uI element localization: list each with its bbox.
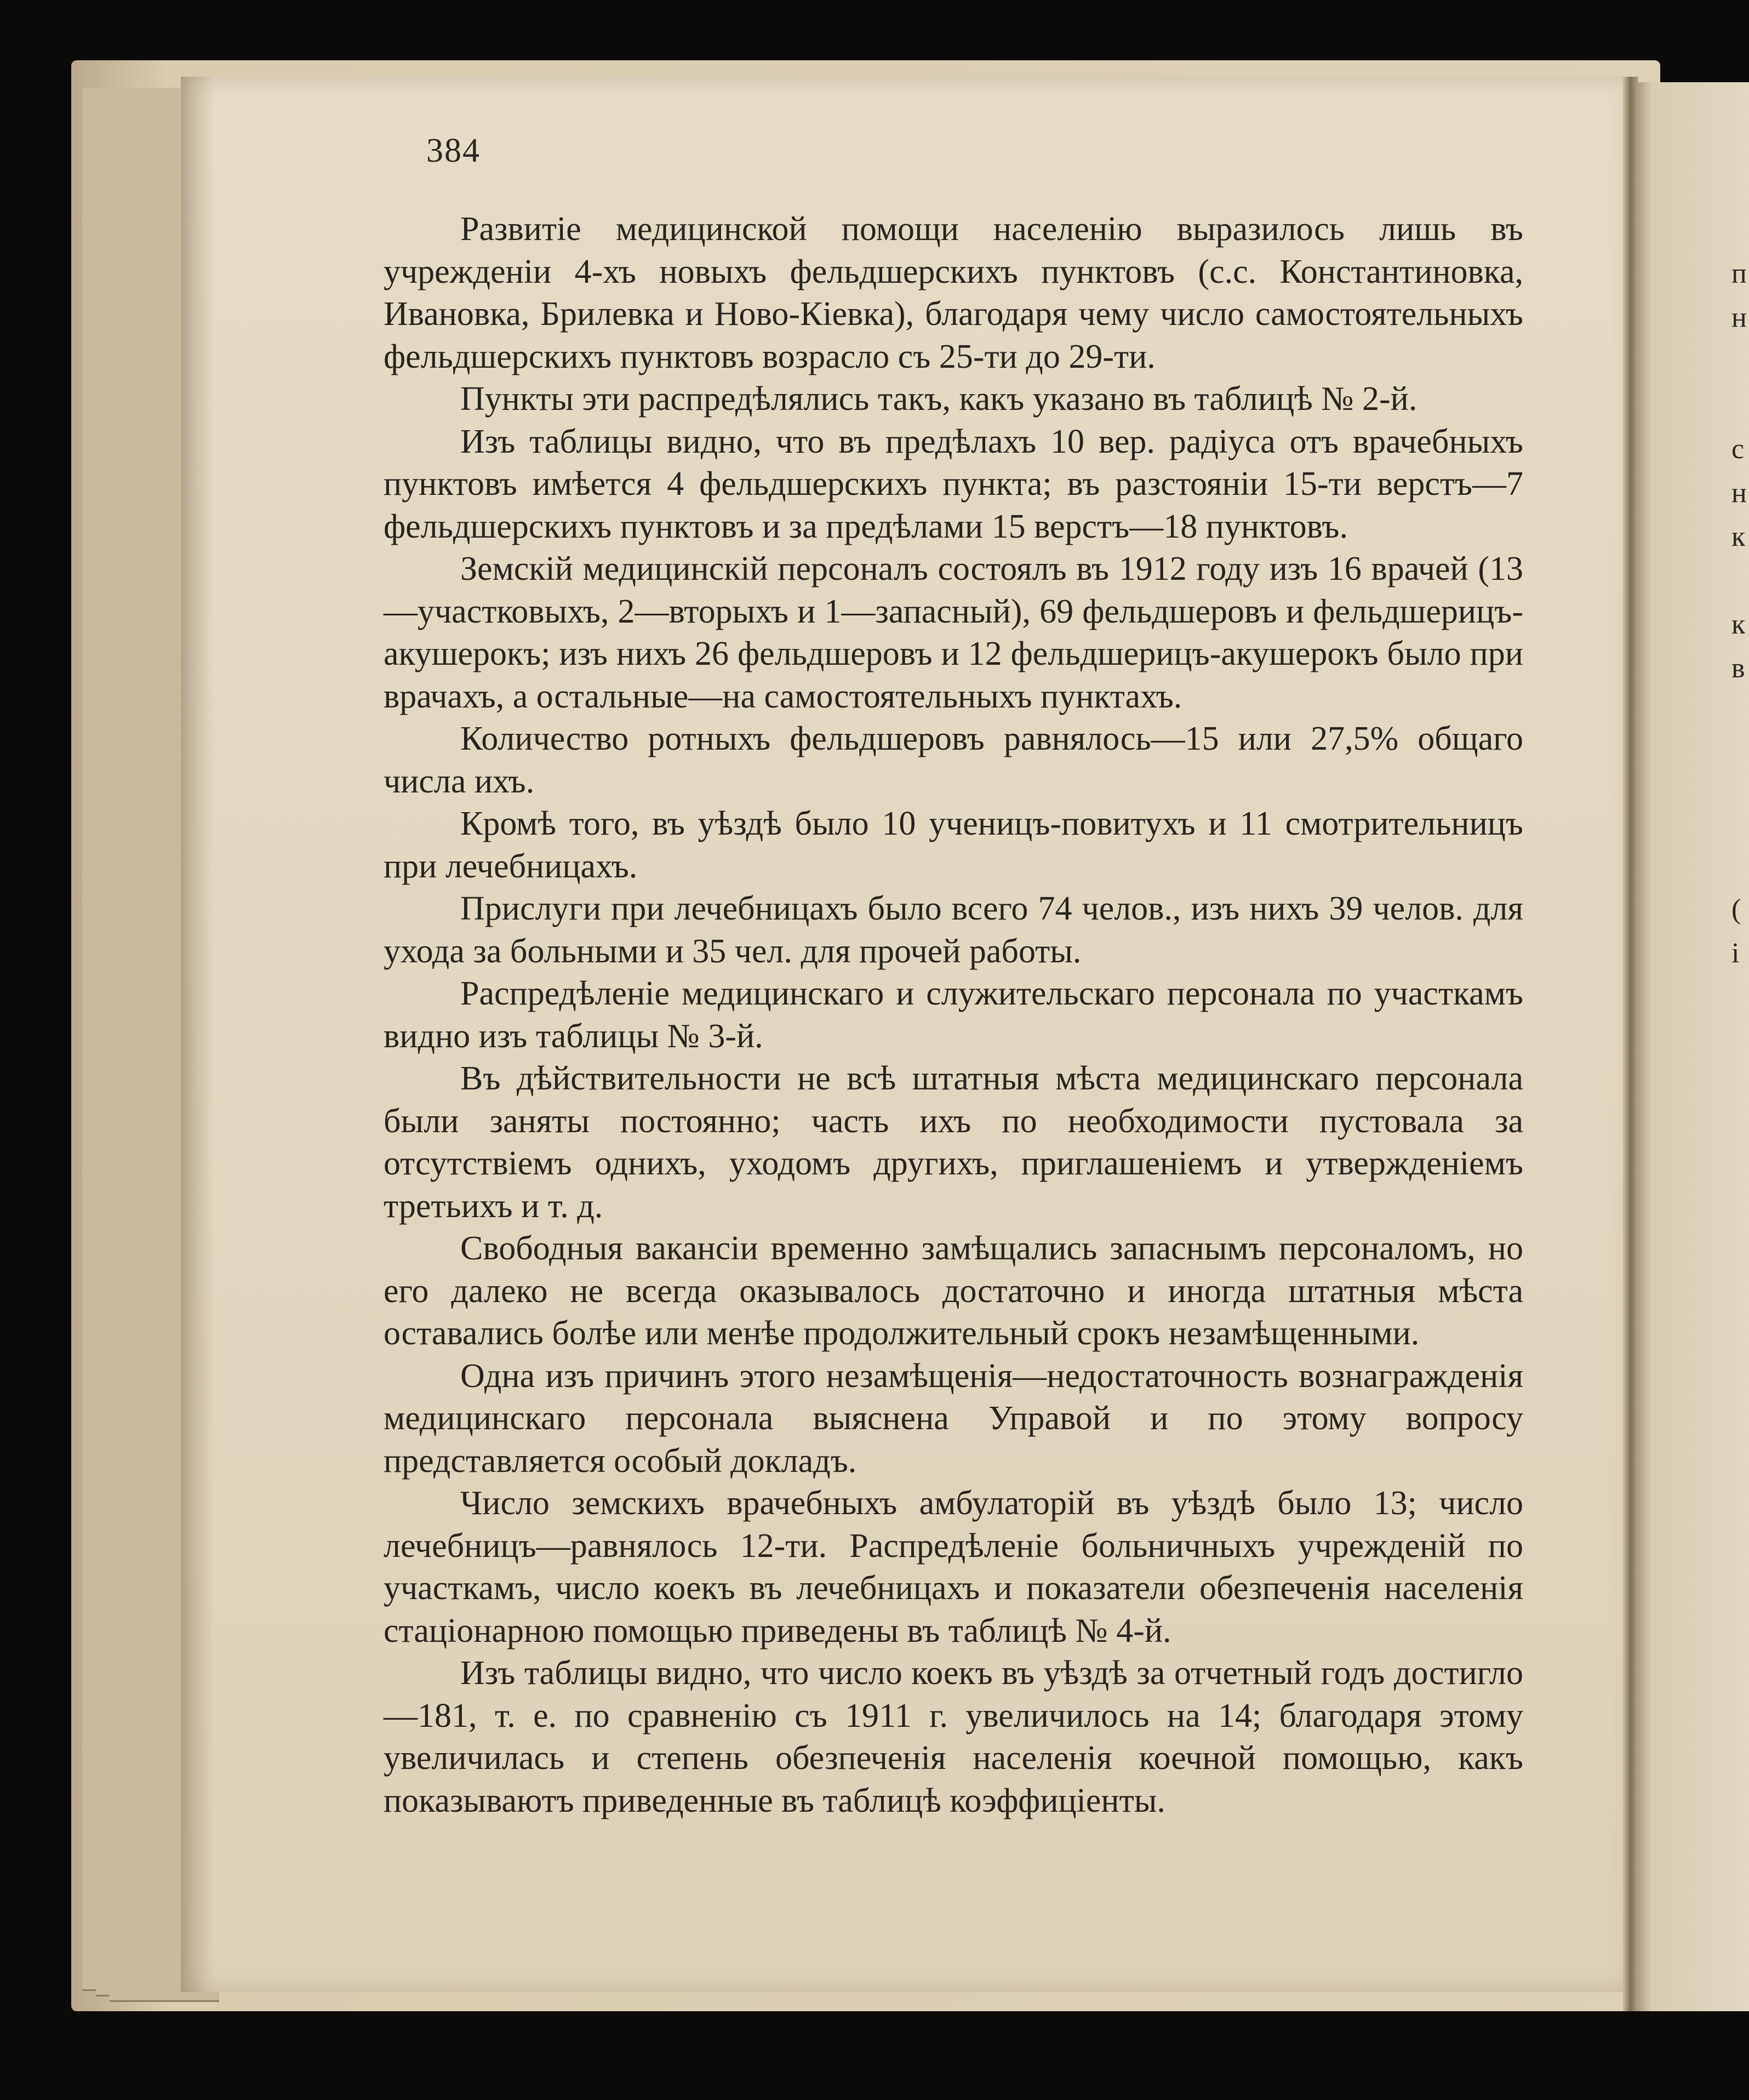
paragraph: Развитіе медицинской помощи населенію выразилось лишь въ учрежденіи 4-хъ новыхъ фельдшерскихъ пунктовъ (с.с. Константиновка, Ивановка, Брилевка и Ново-Кіевка), благодаря чему число самостоятельныхъ фельдшерскихъ пунктовъ возрасло съ 25-ти до 29-ти. (384, 210, 1523, 375)
facing-letter: ( (1731, 894, 1741, 925)
facing-letter: с (1731, 433, 1745, 465)
paragraph: Количество ротныхъ фельдшеровъ равнялось—15 или 27,5% общаго числа ихъ. (384, 720, 1523, 800)
paragraph: Одна изъ причинъ этого незамѣщенія—недостаточность вознагражденія медицинскаго персонала выяснена Управой и по этому вопросу представляется особый докладъ. (384, 1357, 1523, 1480)
paragraph: Распредѣленіе медицинскаго и служительскаго персонала по участкамъ видно изъ таблицы № 3-й. (384, 975, 1523, 1055)
facing-letter: к (1731, 609, 1746, 640)
paragraph: Пункты эти распредѣлялись такъ, какъ указано въ таблицѣ № 2-й. (460, 380, 1418, 418)
facing-letter: н (1731, 302, 1747, 333)
facing-letter: в (1731, 653, 1745, 684)
paragraph: Прислуги при лечебницахъ было всего 74 челов., изъ нихъ 39 челов. для ухода за больными и 35 чел. для прочей работы. (384, 890, 1523, 970)
paragraph: Кромѣ того, въ уѣздѣ было 10 ученицъ-повитухъ и 11 смотрительницъ при лечебницахъ. (384, 805, 1523, 885)
facing-letter: н (1731, 477, 1747, 509)
page-number: 384 (426, 132, 481, 169)
paragraph: Свободныя вакансіи временно замѣщались запаснымъ персоналомъ, но его далеко не всегда оказывалось достаточно и иногда штатныя мѣста оставались болѣе или менѣе продолжительный срокъ незамѣщенными. (384, 1230, 1523, 1352)
paragraph: Земскій медицинскій персоналъ состоялъ въ 1912 году изъ 16 врачей (13—участковыхъ, 2—вторыхъ и 1—запасный), 69 фельдшеровъ и фельдшерицъ-акушерокъ; изъ нихъ 26 фельдшеровъ и 12 фельдшерицъ-акушерокъ было при врачахъ, а остальные—на самостоятельныхъ пунктахъ. (384, 550, 1523, 715)
facing-page (1630, 82, 1749, 2011)
paragraph: Изъ таблицы видно, что число коекъ въ уѣздѣ за отчетный годъ достигло—181, т. е. по сравненію съ 1911 г. увеличилось на 14; благодаря этому увеличилась и степень обезпеченія населенія коечной помощью, какъ показываютъ приведенные въ таблицѣ коэффиціенты. (384, 1654, 1523, 1819)
body-text (384, 208, 1523, 1822)
paragraph: Изъ таблицы видно, что въ предѣлахъ 10 вер. радіуса отъ врачебныхъ пунктовъ имѣется 4 фельдшерскихъ пункта; въ разстояніи 15-ти верстъ—7 фельдшерскихъ пунктовъ и за предѣлами 15 верстъ—18 пунктовъ. (384, 423, 1523, 545)
facing-letter: і (1731, 938, 1740, 969)
facing-letter: п (1731, 258, 1747, 289)
page-shadow (181, 77, 214, 1992)
facing-letter: к (1731, 521, 1746, 552)
book-gutter (1623, 77, 1638, 2011)
paragraph: Въ дѣйствительности не всѣ штатныя мѣста медицинскаго персонала были заняты постоянно; часть ихъ по необходимости пустовала за отсутствіемъ однихъ, уходомъ другихъ, приглашеніемъ и утвержденіемъ третьихъ и т. д. (384, 1060, 1523, 1225)
paragraph: Число земскихъ врачебныхъ амбулаторій въ уѣздѣ было 13; число лечебницъ—равнялось 12-ти. Распредѣленіе больничныхъ учрежденій по участкамъ, число коекъ въ лечебницахъ и показатели обезпеченія населенія стаціонарною помощью приведены въ таблицѣ № 4-й. (384, 1485, 1523, 1650)
